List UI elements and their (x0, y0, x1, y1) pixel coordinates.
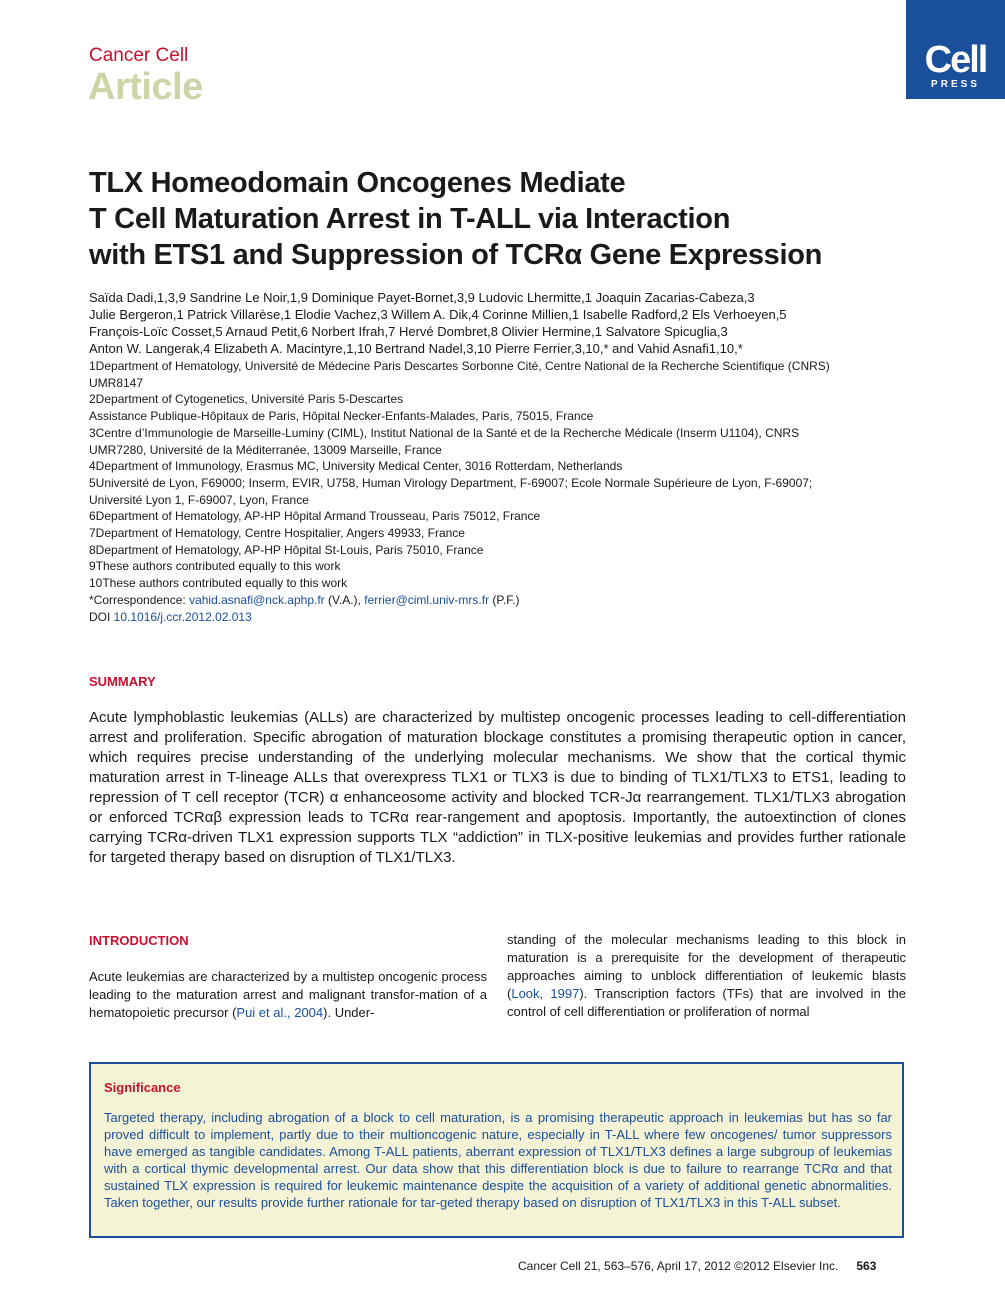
doi-line (89, 609, 909, 626)
author-list (89, 289, 909, 357)
page-number: 563 (856, 1259, 877, 1273)
affiliation-line: 6Department of Hematology, AP-HP Hôpital Armand Trousseau, Paris 75012, France (89, 509, 541, 524)
logo-sub-text: PRESS (931, 79, 980, 90)
affiliation-line: Université Lyon 1, F-69007, Lyon, France (89, 492, 309, 507)
title-line: with ETS1 and Suppression of TCRα Gene Expression (89, 239, 823, 271)
affiliation-line: Assistance Publique-Hôpitaux de Paris, Hôpital Necker-Enfants-Malades, Paris, 75015, France (89, 409, 594, 424)
article-title (89, 165, 949, 273)
affiliation-line: 8Department of Hematology, AP-HP Hôpital St-Louis, Paris 75010, France (89, 542, 484, 557)
affiliation-line: 10These authors contributed equally to this work (89, 576, 348, 591)
cell-press-logo (906, 0, 1005, 99)
correspondence-initials: (P.F.) (489, 592, 520, 607)
author-line: Anton W. Langerak,4 Elizabeth A. Macintyre,1,10 Bertrand Nadel,3,10 Pierre Ferrier,3,10,* and Vahid Asnafi1,10,* (89, 341, 743, 356)
significance-text: Targeted therapy, including abrogation of a block to cell maturation, is a promising therapeutic approach in leukemias but has so far proved difficult to implement, partly due to their multioncogenic nature, especially in T-ALL where few oncogenes/ tumor suppressors have emerged as tangible candidates. Among T-ALL patients, aberrant expression of TLX1/TLX3 defines a large subgroup of leukemias with a cortical thymic developmental arrest. Our data show that this differentiation block is due to failure to rearrange TCRα and that sustained TLX expression is required for leukemic maintenance despite the acquisition of a variety of additional genetic abnormalities. Taken together, our results provide further rationale for tar-geted therapy based on disruption of TLX1/TLX3 in this T-ALL subset. (104, 1110, 892, 1210)
correspondence-label: *Correspondence: (89, 592, 190, 607)
affiliation-line: UMR7280, Université de la Méditerranée, 13009 Marseille, France (89, 442, 442, 457)
article-type-label: Article (88, 66, 203, 108)
email-link-asnafi[interactable]: vahid.asnafi@nck.aphp.fr (189, 592, 325, 607)
intro-text: ). Transcription factors (TFs) that are involved in the control of cell differentiation or proliferation of normal (507, 986, 906, 1019)
email-link-ferrier[interactable]: ferrier@ciml.univ-mrs.fr (364, 592, 490, 607)
doi-label: DOI (89, 609, 114, 624)
author-line: François-Loïc Cosset,5 Arnaud Petit,6 Norbert Ifrah,7 Hervé Dombret,8 Olivier Hermine,1 Salvatore Spicuglia,3 (89, 324, 728, 339)
affiliation-line: 4Department of Immunology, Erasmus MC, University Medical Center, 3016 Rotterdam, Netherlands (89, 459, 623, 474)
correspondence-line (89, 592, 909, 609)
introduction-column-right (507, 931, 906, 1021)
author-line: Saïda Dadi,1,3,9 Sandrine Le Noir,1,9 Dominique Payet-Bornet,3,9 Ludovic Lhermitte,1 Joaquin Zacarias-Cabeza,3 (89, 290, 755, 305)
doi-link[interactable]: 10.1016/j.ccr.2012.02.013 (113, 609, 252, 624)
journal-name: Cancer Cell (89, 45, 189, 66)
affiliation-line: UMR8147 (89, 375, 144, 390)
footer-citation: Cancer Cell 21, 563–576, April 17, 2012 ©2012 Elsevier Inc. (518, 1259, 839, 1273)
affiliation-line: 5Université de Lyon, F69000; Inserm, EVIR, U758, Human Virology Department, F-69007; Ecole Normale Supérieure de Lyon, F-69007; (89, 475, 813, 490)
affiliation-line: 7Department of Hematology, Centre Hospitalier, Angers 49933, France (89, 526, 465, 541)
reference-link-pui[interactable]: Pui et al., 2004 (236, 1005, 324, 1020)
affiliation-line: 9These authors contributed equally to this work (89, 559, 341, 574)
author-line: Julie Bergeron,1 Patrick Villarèse,1 Elodie Vachez,3 Willem A. Dik,4 Corinne Millien,1 Isabelle Radford,2 Els Verhoeyen,5 (89, 307, 787, 322)
significance-heading: Significance (104, 1080, 181, 1095)
title-line: TLX Homeodomain Oncogenes Mediate (89, 167, 626, 199)
summary-heading: SUMMARY (89, 674, 156, 689)
title-line: T Cell Maturation Arrest in T-ALL via Interaction (89, 203, 731, 235)
affiliation-list (89, 358, 909, 625)
significance-box (89, 1062, 904, 1238)
page-footer (518, 1259, 876, 1273)
summary-text: Acute lymphoblastic leukemias (ALLs) are characterized by multistep oncogenic processes leading to cell-differentiation arrest and proliferation. Specific abrogation of maturation blockage constitutes a promising therapeutic option in cancer, which requires precise understanding of the underlying molecular mechanisms. We show that the cortical thymic maturation arrest in T-lineage ALLs that overexpress TLX1 or TLX3 is due to binding of TLX1/TLX3 to ETS1, leading to repression of T cell receptor (TCR) α enhanceosome activity and blocked TCR-Jα rearrangement. TLX1/TLX3 abrogation or enforced TCRαβ expression leads to TCRα rear-rangement and apoptosis. Importantly, the autoextinction of clones carrying TCRα-driven TLX1 expression supports TLX “addiction” in TLX-positive leukemias and provides further rationale for targeted therapy based on disruption of TLX1/TLX3. (89, 709, 906, 866)
affiliation-line: 1Department of Hematology, Université de Médecine Paris Descartes Sorbonne Cité, Centre National de la Recherche Scientifique (CNRS) (89, 359, 830, 373)
introduction-column-left (89, 968, 487, 1022)
intro-text: Acute leukemias are characterized by a multistep oncogenic process leading to the maturation arrest and malignant transfor-mation of a hematopoietic precursor ( (89, 969, 487, 1020)
affiliation-line: 3Centre d’Immunologie de Marseille-Luminy (CIML), Institut National de la Santé et de la Recherche Médicale (Inserm U1104), CNRS (89, 425, 800, 440)
reference-link-look[interactable]: Look, 1997 (511, 986, 580, 1001)
introduction-heading: INTRODUCTION (89, 933, 189, 948)
affiliation-line: 2Department of Cytogenetics, Université Paris 5-Descartes (89, 392, 404, 407)
correspondence-initials: (V.A.), (324, 592, 365, 607)
intro-text: ). Under- (323, 1005, 375, 1020)
intro-text: standing of the molecular mechanisms leading to this block in maturation is a prerequisite for the development of therapeutic approaches aiming to unblock differentiation of leukemic blasts ( (507, 932, 906, 1001)
logo-main-text: Cell (924, 39, 987, 81)
